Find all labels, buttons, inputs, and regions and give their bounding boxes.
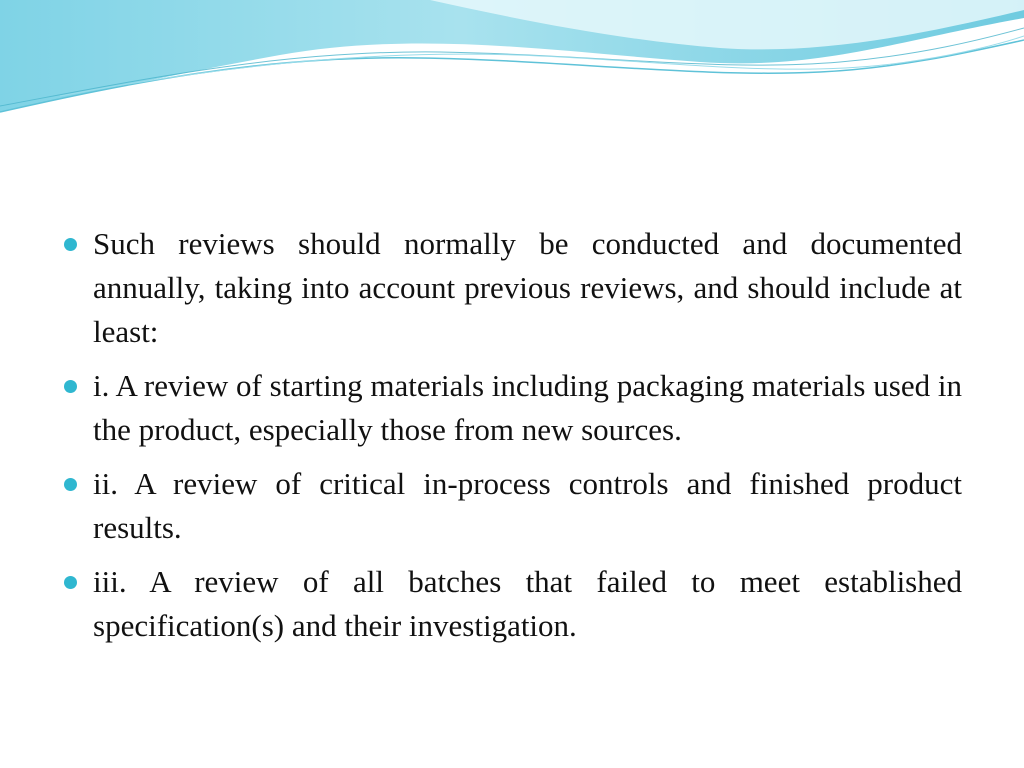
bullet-dot-icon xyxy=(64,238,77,251)
bullet-list xyxy=(62,222,962,648)
bullet-dot-icon xyxy=(64,478,77,491)
bullet-item xyxy=(62,462,962,550)
bullet-text: ii. A review of critical in-process controls and finished product results. xyxy=(93,466,962,545)
bullet-dot-icon xyxy=(64,380,77,393)
bullet-text: iii. A review of all batches that failed to meet established specification(s) and their investigation. xyxy=(93,564,962,643)
header-wave-decoration xyxy=(0,0,1024,130)
bullet-dot-icon xyxy=(64,576,77,589)
bullet-item xyxy=(62,222,962,354)
bullet-text: i. A review of starting materials including packaging materials used in the product, especially those from new sources. xyxy=(93,368,962,447)
bullet-text: Such reviews should normally be conducted and documented annually, taking into account previous reviews, and should include at least: xyxy=(93,226,962,349)
slide-body xyxy=(62,222,962,658)
bullet-item xyxy=(62,560,962,648)
bullet-item xyxy=(62,364,962,452)
